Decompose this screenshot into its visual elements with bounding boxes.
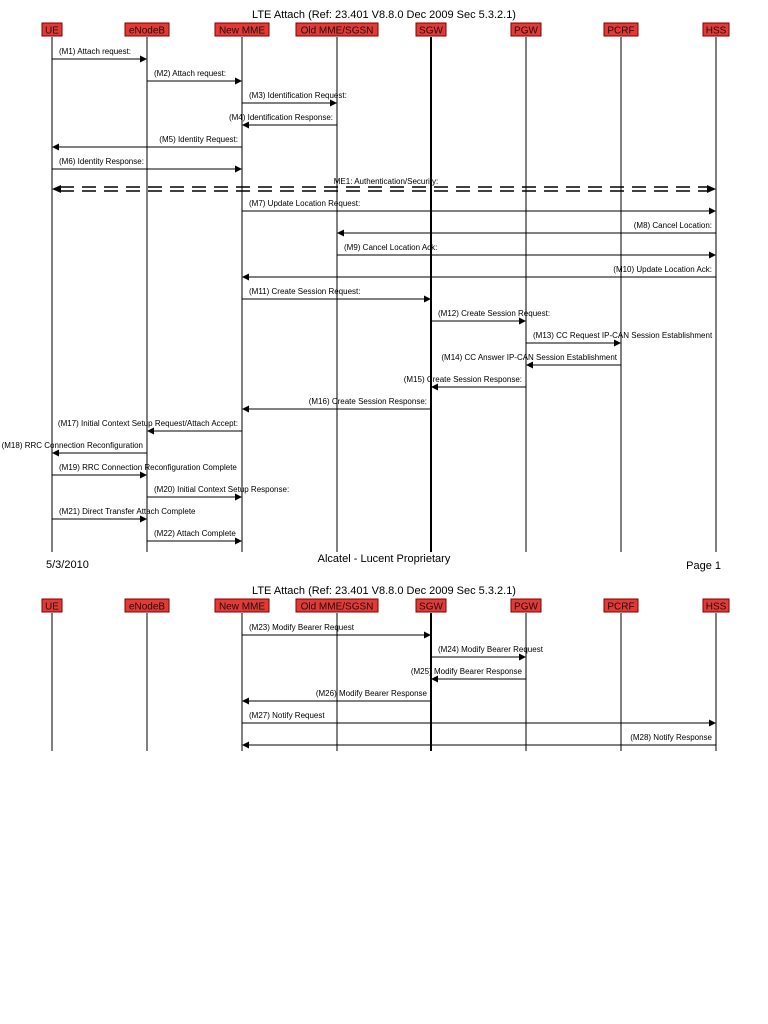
entity-enodeb: [125, 599, 169, 613]
entity-pgw: [511, 599, 541, 613]
entity-label: HSS: [705, 25, 727, 37]
message-label: (M24) Modify Bearer Request: [438, 645, 543, 654]
message-label: (M21) Direct Transfer Attach Complete: [59, 507, 196, 516]
message-label: (M23) Modify Bearer Request: [249, 623, 354, 632]
entity-label: HSS: [705, 601, 727, 613]
entity-label: eNodeB: [128, 25, 166, 37]
entity-pcrf: [604, 599, 638, 613]
message-label: (M18) RRC Connection Reconfiguration: [1, 441, 143, 450]
entity-label: UE: [45, 25, 59, 37]
entity-old-mme-sgsn: [296, 599, 378, 613]
message-label: (M19) RRC Connection Reconfiguration Complete: [59, 463, 237, 472]
entity-enodeb: [125, 23, 169, 37]
entity-label: PCRF: [607, 25, 635, 37]
message-label: (M20) Initial Context Setup Response:: [154, 485, 290, 494]
footer-page-number: Page 1: [686, 560, 721, 572]
entity-label: Old MME/SGSN: [300, 601, 374, 613]
message-label: (M2) Attach request:: [154, 69, 227, 78]
message-label: (M10) Update Location Ack:: [613, 265, 712, 274]
message-label: (M22) Attach Complete: [154, 529, 236, 538]
entity-label: Old MME/SGSN: [300, 25, 374, 37]
entity-label: PCRF: [607, 601, 635, 613]
footer-date: 5/3/2010: [46, 559, 89, 571]
entity-label: New MME: [218, 25, 266, 37]
message-label: (M14) CC Answer IP-CAN Session Establishment: [441, 353, 617, 362]
message-label: (M5) Identity Request:: [159, 135, 238, 144]
entity-pcrf: [604, 23, 638, 37]
entity-ue: [42, 23, 62, 37]
message-label: (M6) Identity Response:: [59, 157, 144, 166]
page-title: LTE Attach (Ref: 23.401 V8.8.0 Dec 2009 Sec 5.3.2.1): [252, 585, 516, 597]
entity-ue: [42, 599, 62, 613]
entity-sgw: [416, 23, 446, 37]
entity-sgw: [416, 599, 446, 613]
message-label: ME1: Authentication/Security:: [333, 177, 439, 186]
message-label: (M8) Cancel Location:: [633, 221, 712, 230]
message-label: (M16) Create Session Response:: [308, 397, 427, 406]
message-label: (M7) Update Location Request:: [249, 199, 361, 208]
message-label: (M12) Create Session Request:: [438, 309, 551, 318]
message-label: (M11) Create Session Request:: [249, 287, 361, 296]
message-label: (M17) Initial Context Setup Request/Attach Accept:: [57, 419, 238, 428]
message-label: (M4) Identification Response:: [228, 113, 333, 122]
page-title: LTE Attach (Ref: 23.401 V8.8.0 Dec 2009 Sec 5.3.2.1): [252, 9, 516, 21]
message-label: (M3) Identification Request:: [249, 91, 347, 100]
entity-label: SGW: [419, 601, 443, 613]
message-label: (M27) Notify Request: [249, 711, 325, 720]
message-label: (M1) Attach request:: [59, 47, 132, 56]
entity-new-mme: [215, 23, 269, 37]
entity-hss: [703, 23, 729, 37]
entity-new-mme: [215, 599, 269, 613]
message-label: (M15) Create Session Response:: [403, 375, 522, 384]
message-label: (M25) Modify Bearer Response: [410, 667, 522, 676]
message-label: (M9) Cancel Location Ack:: [344, 243, 438, 252]
message-label: (M28) Notify Response: [630, 733, 712, 742]
entity-label: PGW: [514, 601, 538, 613]
entity-label: New MME: [218, 601, 266, 613]
entity-pgw: [511, 23, 541, 37]
message-label: (M13) CC Request IP-CAN Session Establishment: [533, 331, 713, 340]
entity-hss: [703, 599, 729, 613]
entity-label: SGW: [419, 25, 443, 37]
message-label: (M26) Modify Bearer Response: [315, 689, 427, 698]
footer-proprietary: Alcatel - Lucent Proprietary: [317, 553, 451, 565]
entity-label: PGW: [514, 25, 538, 37]
entity-old-mme-sgsn: [296, 23, 378, 37]
entity-label: UE: [45, 601, 59, 613]
entity-label: eNodeB: [128, 601, 166, 613]
